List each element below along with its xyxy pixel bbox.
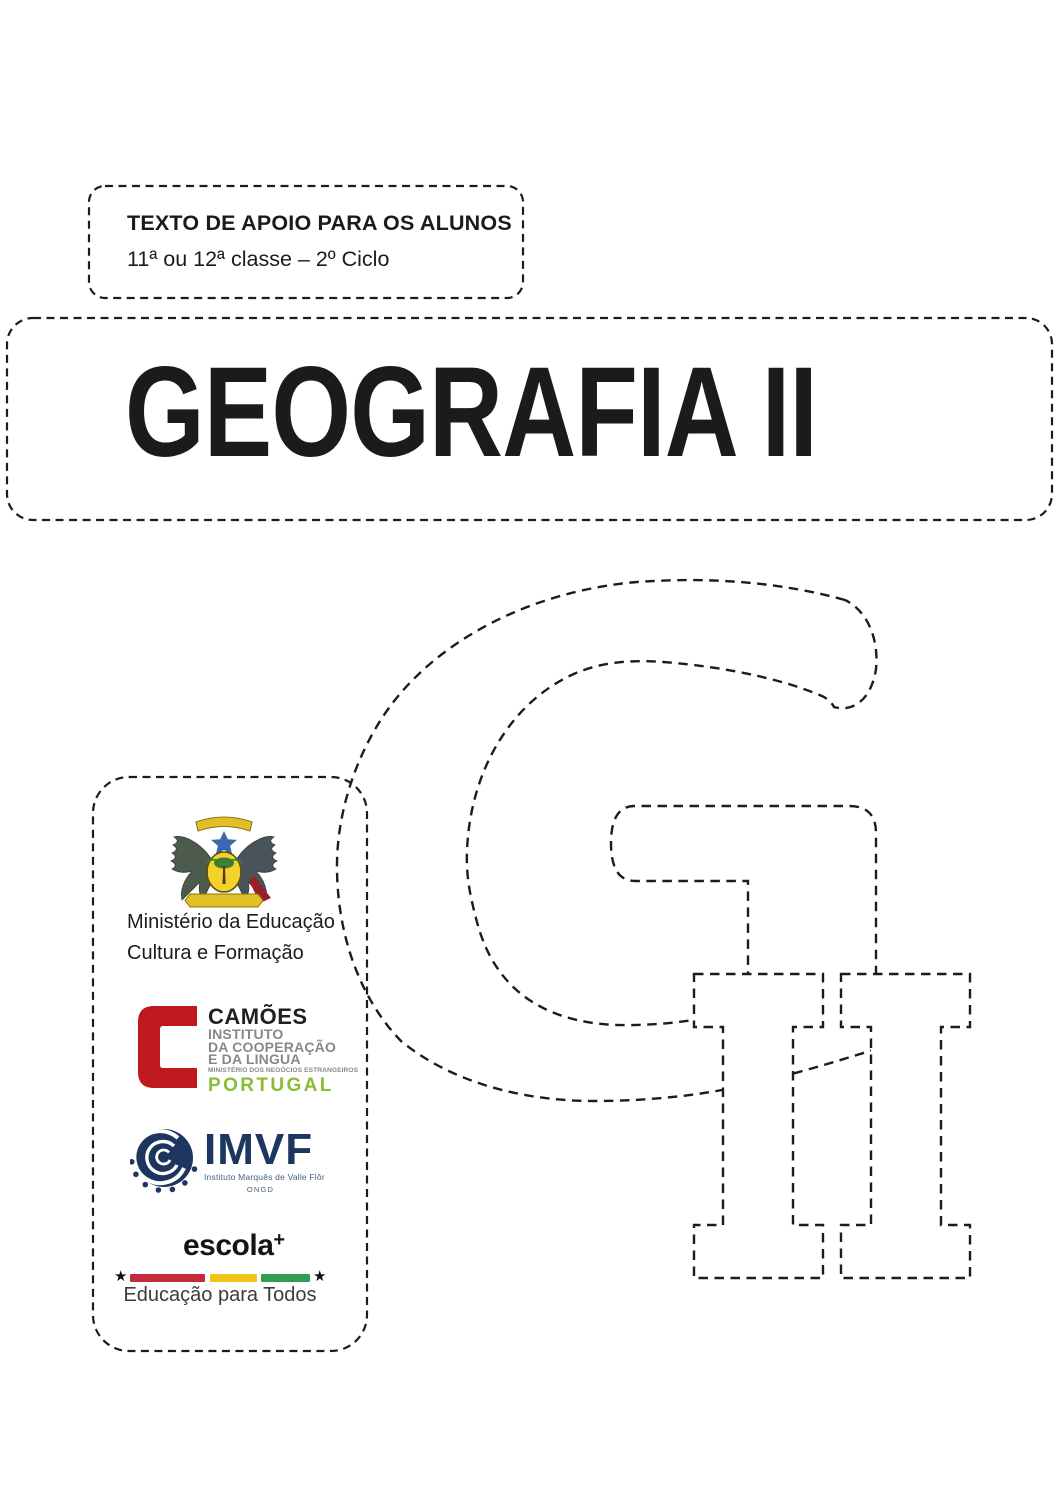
camoes-c-mark bbox=[138, 1006, 198, 1090]
escola-bar-yellow bbox=[210, 1274, 257, 1282]
camoes-logo bbox=[208, 1006, 358, 1095]
imvf-globe-icon bbox=[130, 1124, 202, 1196]
emblem-top-banner bbox=[196, 817, 252, 831]
escola-bar-green bbox=[261, 1274, 310, 1282]
camoes-line1: INSTITUTO bbox=[208, 1026, 284, 1042]
imvf-brand: IMVF bbox=[204, 1125, 314, 1174]
escola-tagline: Educação para Todos bbox=[123, 1284, 317, 1306]
camoes-line2: DA COOPERAÇÃO bbox=[208, 1038, 337, 1055]
escola-plus-sign: + bbox=[273, 1229, 286, 1251]
camoes-country: PORTUGAL bbox=[208, 1075, 334, 1097]
header-title: TEXTO DE APOIO PARA OS ALUNOS bbox=[127, 211, 512, 235]
ministry-line1: Ministério da Educação bbox=[127, 911, 335, 933]
ministry-name bbox=[127, 907, 347, 969]
emblem-star bbox=[211, 831, 237, 855]
sao-tome-coat-of-arms bbox=[170, 808, 278, 908]
star-icon-right: ★ bbox=[313, 1268, 327, 1285]
imvf-subtitle: Instituto Marquês de Valle Flôr bbox=[204, 1172, 325, 1182]
ii-outline-watermark-left bbox=[694, 974, 823, 1278]
escola-bar-red bbox=[130, 1274, 205, 1282]
escola-wordmark: escola bbox=[183, 1229, 274, 1262]
page-title: GEOGRAFIA II bbox=[125, 341, 818, 484]
camoes-brand: CAMÕES bbox=[208, 1004, 308, 1029]
imvf-tag: ONGD bbox=[246, 1185, 275, 1194]
star-icon-left: ★ bbox=[114, 1268, 128, 1285]
emblem-bottom-banner bbox=[185, 894, 263, 907]
ministry-line2: Cultura e Formação bbox=[127, 942, 304, 964]
ii-outline-watermark-right bbox=[841, 974, 970, 1278]
header-box-border bbox=[89, 186, 523, 298]
camoes-line3: E DA LINGUA bbox=[208, 1051, 301, 1068]
escola-brand bbox=[183, 1230, 285, 1261]
camoes-line4: MINISTÉRIO DOS NEGÓCIOS ESTRANGEIROS bbox=[208, 1066, 359, 1074]
header-subtitle: 11ª ou 12ª classe – 2º Ciclo bbox=[127, 247, 390, 271]
